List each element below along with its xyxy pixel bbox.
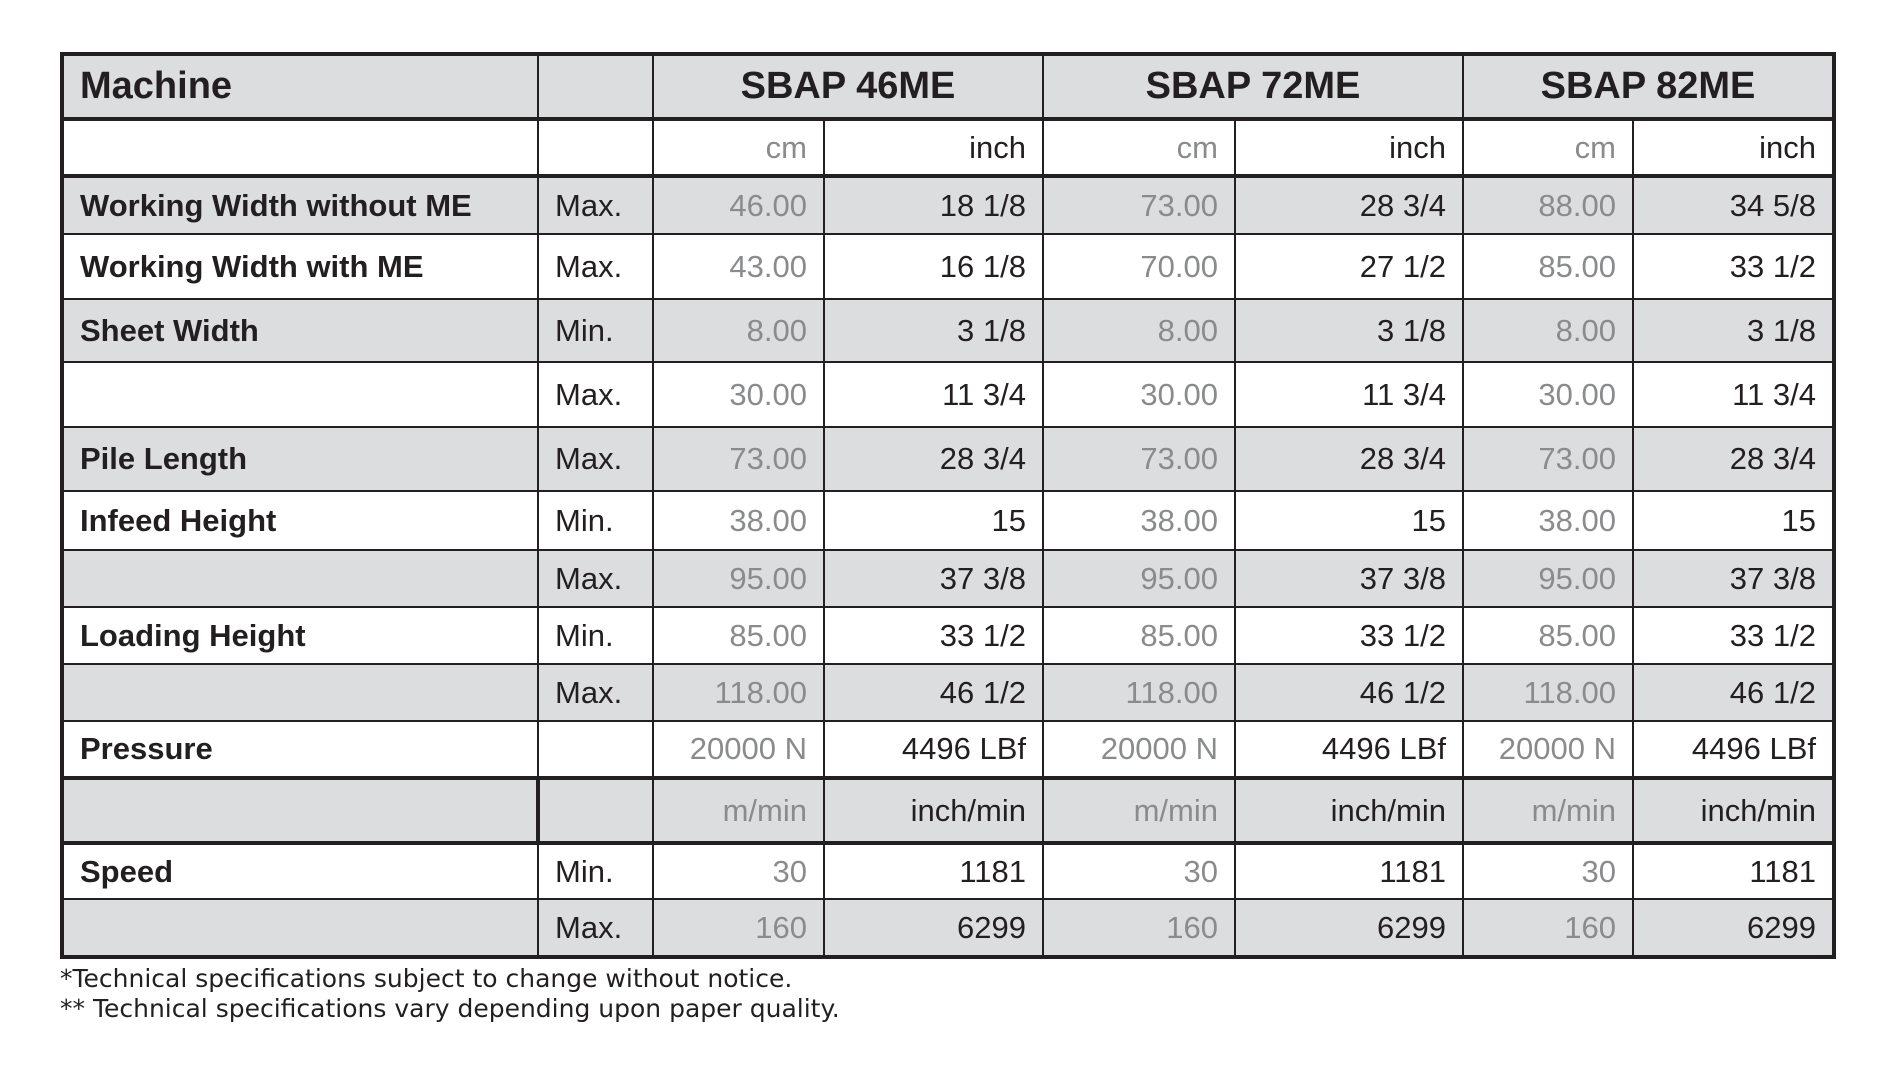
unit-m-per-min: m/min xyxy=(1463,778,1633,843)
value-metric: 20000 N xyxy=(1043,721,1235,778)
table-row xyxy=(62,362,1834,427)
value-metric: 160 xyxy=(1043,899,1235,957)
header-blank xyxy=(538,54,653,119)
value-metric: 73.00 xyxy=(1043,176,1235,234)
value-imperial: 28 3/4 xyxy=(824,427,1043,491)
spec-limit: Max. xyxy=(538,427,653,491)
value-metric: 43.00 xyxy=(653,234,824,299)
speed-unit-row xyxy=(62,778,1834,843)
unit-row xyxy=(62,119,1834,176)
value-imperial: 18 1/8 xyxy=(824,176,1043,234)
value-imperial: 37 3/8 xyxy=(824,550,1043,607)
value-imperial: 6299 xyxy=(1633,899,1834,957)
spec-limit: Max. xyxy=(538,234,653,299)
value-imperial: 15 xyxy=(1235,491,1463,550)
spec-limit: Max. xyxy=(538,362,653,427)
model-46me: SBAP 46ME xyxy=(653,54,1043,119)
unit-m-per-min: m/min xyxy=(653,778,824,843)
value-metric: 95.00 xyxy=(653,550,824,607)
value-imperial: 34 5/8 xyxy=(1633,176,1834,234)
value-imperial: 28 3/4 xyxy=(1633,427,1834,491)
value-metric: 118.00 xyxy=(1463,664,1633,721)
value-imperial: 11 3/4 xyxy=(1633,362,1834,427)
value-metric: 85.00 xyxy=(1043,607,1235,664)
value-metric: 30 xyxy=(653,843,824,899)
spec-name xyxy=(62,664,538,721)
value-imperial: 3 1/8 xyxy=(1235,299,1463,362)
value-imperial: 6299 xyxy=(824,899,1043,957)
spec-limit: Min. xyxy=(538,491,653,550)
value-imperial: 33 1/2 xyxy=(1633,607,1834,664)
value-metric: 70.00 xyxy=(1043,234,1235,299)
value-metric: 8.00 xyxy=(1043,299,1235,362)
table-row xyxy=(62,664,1834,721)
table-row xyxy=(62,721,1834,778)
value-metric: 95.00 xyxy=(1043,550,1235,607)
spec-name: Loading Height xyxy=(62,607,538,664)
unit-inch: inch xyxy=(1235,119,1463,176)
unit-inch: inch xyxy=(824,119,1043,176)
spec-name xyxy=(62,899,538,957)
value-imperial: 16 1/8 xyxy=(824,234,1043,299)
value-metric: 30.00 xyxy=(1463,362,1633,427)
value-metric: 30.00 xyxy=(1043,362,1235,427)
unit-blank xyxy=(538,119,653,176)
footnotes xyxy=(60,964,840,1024)
value-metric: 160 xyxy=(1463,899,1633,957)
unit-inch-per-min: inch/min xyxy=(1235,778,1463,843)
footnote: *Technical specifications subject to change without notice. xyxy=(60,964,793,993)
spec-limit: Max. xyxy=(538,550,653,607)
unit-m-per-min: m/min xyxy=(1043,778,1235,843)
spec-limit: Min. xyxy=(538,843,653,899)
value-metric: 30.00 xyxy=(653,362,824,427)
spec-name: Infeed Height xyxy=(62,491,538,550)
value-metric: 38.00 xyxy=(653,491,824,550)
value-imperial: 1181 xyxy=(1235,843,1463,899)
value-imperial: 4496 LBf xyxy=(824,721,1043,778)
value-imperial: 37 3/8 xyxy=(1235,550,1463,607)
value-imperial: 46 1/2 xyxy=(1235,664,1463,721)
value-metric: 88.00 xyxy=(1463,176,1633,234)
unit-inch: inch xyxy=(1633,119,1834,176)
value-metric: 20000 N xyxy=(1463,721,1633,778)
value-metric: 118.00 xyxy=(653,664,824,721)
value-imperial: 37 3/8 xyxy=(1633,550,1834,607)
value-imperial: 6299 xyxy=(1235,899,1463,957)
model-72me: SBAP 72ME xyxy=(1043,54,1463,119)
value-imperial: 1181 xyxy=(824,843,1043,899)
value-metric: 85.00 xyxy=(653,607,824,664)
value-imperial: 4496 LBf xyxy=(1633,721,1834,778)
value-metric: 30 xyxy=(1463,843,1633,899)
value-metric: 95.00 xyxy=(1463,550,1633,607)
model-82me: SBAP 82ME xyxy=(1463,54,1834,119)
spec-limit: Min. xyxy=(538,299,653,362)
value-metric: 160 xyxy=(653,899,824,957)
footnote: ** Technical specifications vary depending upon paper quality. xyxy=(60,994,840,1023)
table-row xyxy=(62,176,1834,234)
table-row xyxy=(62,427,1834,491)
unit-blank xyxy=(62,778,538,843)
spec-name: Pile Length xyxy=(62,427,538,491)
unit-blank xyxy=(538,778,653,843)
table-row xyxy=(62,550,1834,607)
value-imperial: 3 1/8 xyxy=(824,299,1043,362)
value-metric: 38.00 xyxy=(1463,491,1633,550)
spec-limit: Max. xyxy=(538,899,653,957)
machine-label: Machine xyxy=(62,54,538,119)
value-metric: 73.00 xyxy=(1463,427,1633,491)
table-row xyxy=(62,607,1834,664)
value-metric: 8.00 xyxy=(653,299,824,362)
value-imperial: 11 3/4 xyxy=(1235,362,1463,427)
table-row xyxy=(62,843,1834,899)
spec-limit xyxy=(538,721,653,778)
table-row xyxy=(62,899,1834,957)
spec-name: Working Width with ME xyxy=(62,234,538,299)
value-imperial: 46 1/2 xyxy=(1633,664,1834,721)
spec-name: Pressure xyxy=(62,721,538,778)
value-imperial: 4496 LBf xyxy=(1235,721,1463,778)
spec-name xyxy=(62,362,538,427)
spec-limit: Max. xyxy=(538,664,653,721)
unit-blank xyxy=(62,119,538,176)
spec-name: Working Width without ME xyxy=(62,176,538,234)
value-metric: 73.00 xyxy=(1043,427,1235,491)
value-metric: 46.00 xyxy=(653,176,824,234)
value-imperial: 15 xyxy=(1633,491,1834,550)
value-imperial: 11 3/4 xyxy=(824,362,1043,427)
table-row xyxy=(62,299,1834,362)
value-metric: 20000 N xyxy=(653,721,824,778)
unit-inch-per-min: inch/min xyxy=(1633,778,1834,843)
value-metric: 85.00 xyxy=(1463,234,1633,299)
unit-inch-per-min: inch/min xyxy=(824,778,1043,843)
value-imperial: 33 1/2 xyxy=(1633,234,1834,299)
value-imperial: 33 1/2 xyxy=(824,607,1043,664)
value-imperial: 15 xyxy=(824,491,1043,550)
header-row xyxy=(62,54,1834,119)
value-imperial: 27 1/2 xyxy=(1235,234,1463,299)
spec-limit: Max. xyxy=(538,176,653,234)
value-metric: 30 xyxy=(1043,843,1235,899)
spec-table xyxy=(60,52,1836,959)
unit-cm: cm xyxy=(1463,119,1633,176)
value-metric: 85.00 xyxy=(1463,607,1633,664)
value-metric: 8.00 xyxy=(1463,299,1633,362)
value-imperial: 28 3/4 xyxy=(1235,176,1463,234)
value-imperial: 46 1/2 xyxy=(824,664,1043,721)
unit-cm: cm xyxy=(1043,119,1235,176)
spec-limit: Min. xyxy=(538,607,653,664)
value-imperial: 3 1/8 xyxy=(1633,299,1834,362)
value-metric: 73.00 xyxy=(653,427,824,491)
unit-cm: cm xyxy=(653,119,824,176)
value-imperial: 33 1/2 xyxy=(1235,607,1463,664)
spec-name: Speed xyxy=(62,843,538,899)
spec-name: Sheet Width xyxy=(62,299,538,362)
value-metric: 38.00 xyxy=(1043,491,1235,550)
value-metric: 118.00 xyxy=(1043,664,1235,721)
spec-name xyxy=(62,550,538,607)
table-row xyxy=(62,234,1834,299)
value-imperial: 28 3/4 xyxy=(1235,427,1463,491)
value-imperial: 1181 xyxy=(1633,843,1834,899)
table-row xyxy=(62,491,1834,550)
